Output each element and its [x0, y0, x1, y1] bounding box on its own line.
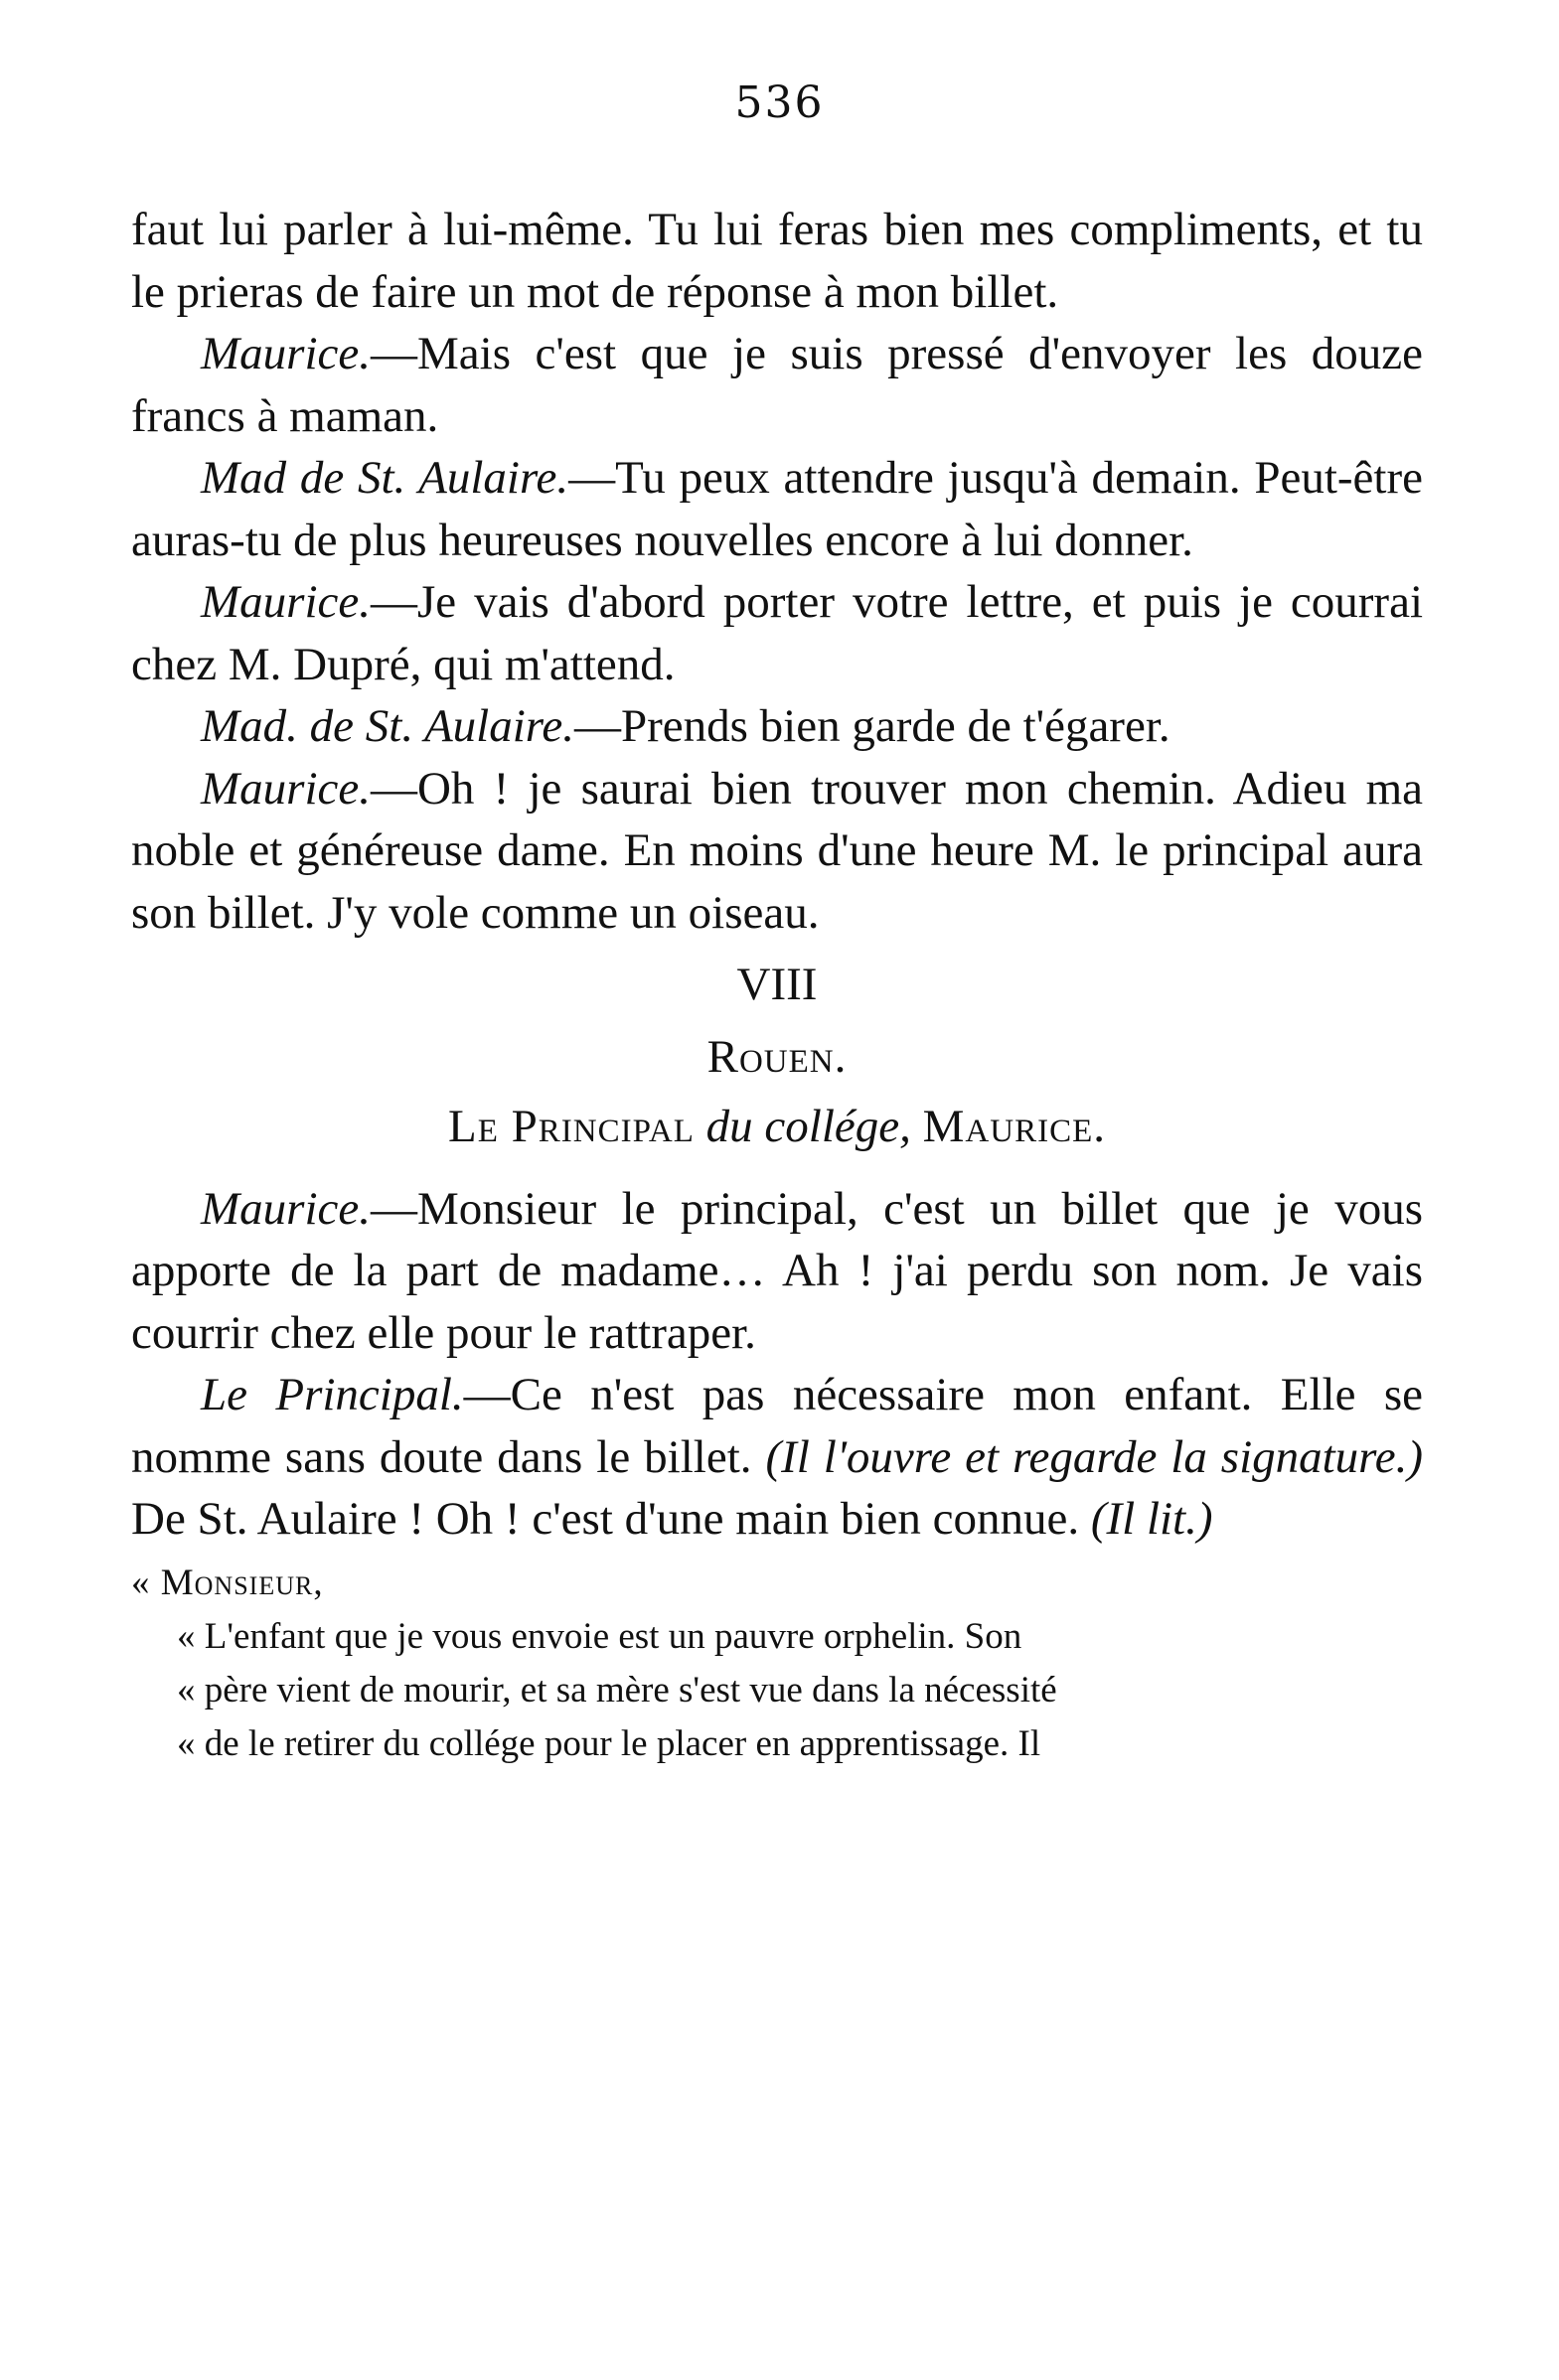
- character-list: [131, 1096, 1423, 1158]
- dialogue-paragraph: [131, 1364, 1423, 1551]
- speaker-name: Maurice.: [201, 762, 371, 815]
- character-principal: Le Principal: [448, 1101, 695, 1152]
- speaker-name: Mad. de St. Aulaire.: [201, 700, 574, 752]
- dialogue-paragraph: [131, 758, 1423, 945]
- speaker-name: Mad de St. Aulaire.: [201, 452, 569, 504]
- dialogue-paragraph: [131, 323, 1423, 447]
- quoted-letter: [131, 1557, 1423, 1771]
- character-maurice: Maurice.: [922, 1101, 1106, 1152]
- speech-text: —Ce n'est pas nécessaire mon enfant. Elle se nomme sans doute dans le billet.: [131, 1369, 1423, 1483]
- speaker-name: Maurice.: [201, 328, 371, 379]
- dialogue-paragraph: [131, 447, 1423, 571]
- letter-salutation: « Monsieur,: [131, 1562, 324, 1603]
- speech-text: —Prends bien garde de t'égarer.: [573, 700, 1170, 752]
- speech-text: —Oh ! je saurai bien trouver mon chemin. Adieu ma noble et généreuse dame. En moins d'une heure M. le principal aura son billet. J'y vole comme un oiseau.: [131, 762, 1423, 939]
- dialogue-paragraph: [131, 695, 1423, 758]
- dialogue-paragraph: [131, 1178, 1423, 1365]
- speech-text: De St. Aulaire ! Oh ! c'est d'une main bien connue.: [131, 1493, 1080, 1545]
- letter-line: « L'enfant que je vous envoie est un pauvre orphelin. Son: [177, 1615, 1022, 1657]
- speech-text: faut lui parler à lui-même. Tu lui feras bien mes compliments, et tu le prieras de faire un mot de réponse à mon billet.: [131, 204, 1423, 318]
- speech-text: —Je vais d'abord porter votre lettre, et puis je courrai chez M. Dupré, qui m'attend.: [131, 576, 1423, 690]
- speaker-name: Le Principal.: [201, 1369, 464, 1420]
- section-number: VIII: [736, 959, 818, 1010]
- letter-line: « de le retirer du collége pour le placer en apprentissage. Il: [177, 1722, 1041, 1764]
- page-number: 536: [734, 77, 825, 128]
- paragraph-continuation: [131, 199, 1423, 323]
- page-body: [131, 199, 1423, 1771]
- speaker-name: Maurice.: [201, 576, 371, 628]
- stage-direction: (Il lit.): [1090, 1493, 1213, 1545]
- speech-text: —Mais c'est que je suis pressé d'envoyer les douze francs à maman.: [131, 328, 1423, 442]
- dialogue-paragraph: [131, 571, 1423, 695]
- letter-body: [131, 1610, 1423, 1771]
- section-place: Rouen.: [706, 1030, 848, 1083]
- speech-text: —Monsieur le principal, c'est un billet que je vous apporte de la part de madame… Ah ! j'ai perdu son nom. Je vais courrir chez elle pour le rattraper.: [131, 1182, 1423, 1359]
- speech-text: —Tu peux attendre jusqu'à demain. Peut-être auras-tu de plus heureuses nouvelles encore à lui donner.: [131, 452, 1423, 566]
- character-qualifier: du collége,: [705, 1101, 911, 1152]
- stage-direction: (Il l'ouvre et regarde la signature.): [765, 1430, 1423, 1483]
- letter-line: « père vient de mourir, et sa mère s'est vue dans la nécessité: [177, 1669, 1057, 1711]
- speaker-name: Maurice.: [201, 1182, 371, 1235]
